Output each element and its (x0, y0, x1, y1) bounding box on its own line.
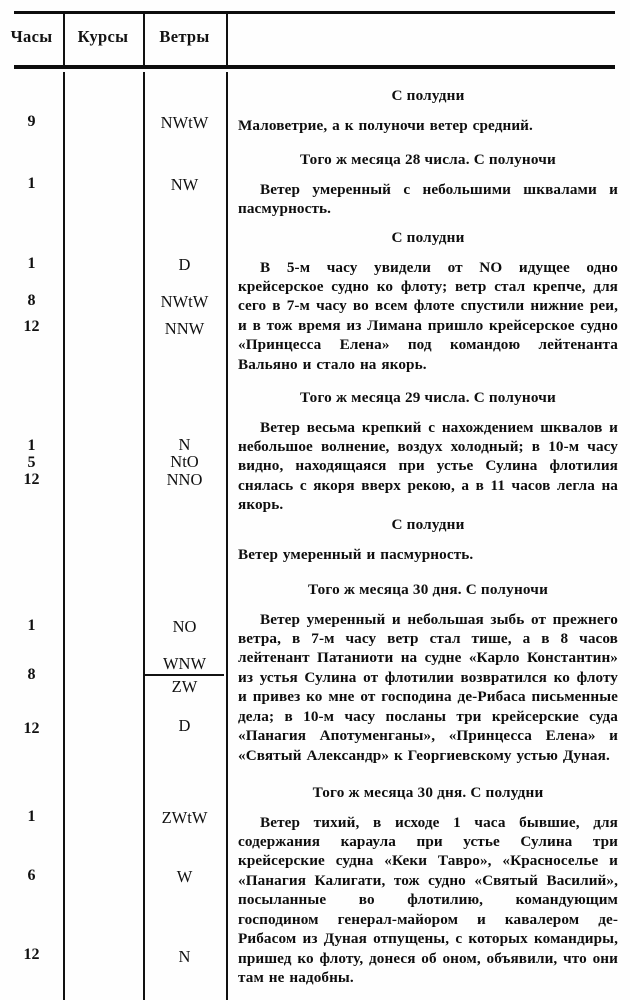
winds-cell (143, 176, 226, 193)
remarks-heading: С полудни (391, 87, 465, 104)
wind-value: N (178, 435, 191, 454)
remarks-cell (238, 388, 618, 515)
hours-cell (0, 176, 63, 193)
remarks-cell (238, 515, 618, 564)
table-top-rule (14, 11, 615, 14)
hours-cell (0, 256, 63, 335)
wind-value: NWtW (160, 113, 209, 132)
hour-value: 1 (27, 808, 36, 825)
remarks-paragraph: В 5-м часу увидели от NO идущее одно крейсерское судно ко флоту; ветр стал крепче, для сего в 7-м часу во всем флоте спустили нижние реи, и в тож время из Лимана пришло крейсерское судно «Принцесса Елена» под командою лейтенанта Вальяно и стало на якорь. (238, 258, 618, 373)
wind-value: NO (172, 617, 197, 636)
remarks-paragraph: Ветер умеренный с небольшими шквалами и пасмурность. (238, 180, 618, 217)
remarks-paragraph: Ветер умеренный и небольшая зыбь от прежнего ветра, в 7-м часу ветр стал тише, а в 8 часов лейтенант Патаниоти на судне «Карло Константин» из устья Сулина от флотилии возвратился ко флоту и привез ко мне от господина де-Рибаса письменные дела; в 10-м часу посланы три крейсерские суда «Панагия Апотуменганы», «Принцесса Елена» и «Святый Александр» к Георгиевскому устью Дуная. (238, 610, 618, 764)
remarks-paragraph: Маловетрие, а к полуночи ветер средний. (238, 116, 533, 134)
wind-value-numerator: WNW (145, 655, 224, 675)
remarks-cell (238, 228, 618, 374)
wind-value: N (178, 946, 191, 966)
hour-value: 12 (23, 719, 40, 737)
hours-cell (0, 438, 63, 488)
wind-value: NNO (166, 469, 203, 489)
wind-value: D (178, 715, 191, 735)
remarks-paragraph: Ветер умеренный и пасмурность. (238, 545, 474, 563)
hour-value: 12 (23, 317, 40, 335)
hour-value: 1 (27, 175, 36, 192)
column-divider-3-body (226, 72, 228, 1000)
hour-value: 5 (27, 453, 36, 471)
table-header-rule (14, 65, 615, 69)
remarks-heading: Того ж месяца 28 числа. С полуночи (300, 151, 556, 168)
remarks-heading: Того ж месяца 30 дня. С полуночи (307, 581, 549, 598)
remarks-heading: Того ж месяца 29 числа. С полуночи (300, 389, 556, 406)
hour-value: 12 (23, 470, 40, 488)
wind-value-denominator: ZW (171, 676, 198, 696)
hours-cell (0, 618, 63, 737)
remarks-cell (238, 580, 618, 765)
hour-value: 12 (23, 945, 40, 963)
column-divider-1-body (63, 72, 65, 1000)
remarks-heading: Того ж месяца 30 дня. С полудни (312, 784, 544, 801)
column-header-hours: Часы (10, 27, 53, 46)
remarks-cell (238, 150, 618, 218)
remarks-cell (238, 783, 618, 988)
hour-value: 1 (27, 437, 36, 454)
remarks-heading: С полудни (391, 516, 465, 533)
column-header-courses: Курсы (77, 27, 129, 46)
remarks-paragraph: Ветер тихий, в исходе 1 часа бывшие, для содержания караула при устье Сулина три крейсерские судна «Кеки Тавро», «Красносельe и «Панагия Калигати, тож судно «Святый Василий», посыланные во флотилию, командующим господином генерал-майором и кавалером де-Рибасом из Дуная отпущены, с которых командиры, пришед ко флоту, донеся об оном, объявили, что они там не надобны. (238, 813, 618, 987)
hours-cell (0, 809, 63, 963)
column-header-winds: Ветры (159, 27, 210, 46)
wind-value: NW (170, 175, 199, 194)
hour-value: 1 (27, 617, 36, 634)
hour-value: 6 (27, 866, 36, 884)
wind-value: D (178, 255, 191, 274)
winds-cell (143, 436, 226, 488)
remarks-heading: С полудни (391, 229, 465, 246)
hour-value: 8 (27, 291, 36, 309)
hour-value: 8 (27, 665, 36, 683)
wind-value: ZWtW (161, 808, 208, 827)
hour-value: 1 (27, 255, 36, 272)
wind-value: W (176, 867, 193, 887)
winds-cell (143, 809, 226, 965)
wind-value: NNW (164, 318, 205, 338)
remarks-paragraph: Ветер весьма крепкий с нахождением шквалов и небольшое волнение, воздух холодный; в 10-м часу видно, находящаяся при устье Сулина флотилия снялась с якоря вверх рекою, а в 11 часов легла на якорь. (238, 418, 618, 514)
winds-cell (143, 618, 226, 734)
column-divider-3-header (226, 14, 228, 66)
winds-cell (143, 114, 226, 131)
hour-value: 9 (27, 113, 36, 130)
winds-cell (143, 256, 226, 337)
remarks-cell (238, 86, 618, 135)
wind-value: NWtW (160, 292, 209, 312)
hours-cell (0, 114, 63, 131)
wind-value: NtO (170, 452, 199, 472)
